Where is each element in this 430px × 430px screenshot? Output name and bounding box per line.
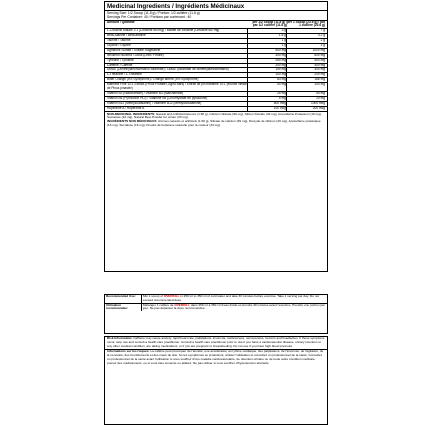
risk-text: Caffeine may cause anxiety, rapid heart rate, palpitations, insomnia, restlessness, nervousness, tremors and headaches. If these symptoms occur, stop use and consult a health care practitioner. Consult a health care practitioner prior to use if you have a cardiovascular disease, urinary retention or any other medical condition, are taking medications, or if you are pregnant or breastfeeding. Do not use if you have high blood pressure. [107,336,325,348]
ingredient-name: Bitter Orange (5% Synephrine) / Orange amère (5% Synéphrine) [107,78,199,82]
amount-full-scoop: 1000 mcg [286,102,325,106]
serving-size: Serving Size: 1/2 Scoop (11.8 g) / Portion: 1/2 cuillère (11.8 g) [107,11,200,15]
ingredient-name: Vitamin B3 (Niacinamide) / Vitamine B3 (Niacinamide) [107,91,184,95]
nonmed-fr-text: Arômes naturels et artificiels (1.68 g), Silicate de calcium (99 mg), Dioxyde de silicium (49 mg), Acésulfame potassique (16 mg), Sucralose (16 mg), Poudre de betterave naturelle pour la couleur (33 mg). [107,119,321,127]
servings-per-container: Servings Per Container: 40 / Portions par contenant : 40 [107,15,192,20]
utilisation-text: Mélanger 1 cuillère de OVERKILL dans 250 ml à 350 ml d'eau froide et prendre 30 minutes avant l'exercice. Prendre une portion par jour. Ne pas dépasser la dose recommandée. [143,302,325,311]
ingredient-name: DMAE (Dimethylaminoethanol Bitartrate) / DMAE (Bitartrate de diméthylaminoéthanol) [107,68,229,72]
amount-half-scoop: 1.6 g [247,34,286,38]
ingredient-name: Huperzine A / Huperzine A [107,106,145,110]
amount-full-scoop: 100 mg [286,83,325,91]
amount-full-scoop: 1000 mg [286,49,325,53]
ingredient-row [105,83,327,92]
amount-half-scoop: 1 g [247,39,286,43]
ingredient-rows [105,29,327,111]
risk-en [105,337,327,350]
ingredient-name: Caffeine / Caféine [107,63,133,67]
info-risk-text: La caféine peut provoquer de l'anxiété, une accélération du rythme cardiaque, des palpitations, de l'insomnie, de l'agitation, de la nervosité, des tremblements et des maux de tête. Si ces symptômes se produisent, arrêtez l'utilisation et consultez un professionnel de la santé. Consultez un professionnel de la santé avant l'utilisation si vous souffrez d'une maladie cardiovasculaire, de rétention urinaire ou de toute autre condition médicale, prenez des médicaments, ou si vous êtes enceinte ou allaitez. Ne pas utiliser si vous souffrez d'hypertension artérielle. [107,349,324,365]
ingredient-name: Tyrosine / Tyrosine [107,58,134,62]
amount-half-scoop: 500 mcg [247,102,286,106]
ingredient-name: L-Theanine / L-Théanine [107,73,142,77]
ingredient-name: Glycine / Glycine [107,43,131,47]
ingredient-name: Maritime Pine 10:1 Extract (Pinus Pinaster, Aged Bark) / Extrait de pin maritime 10:1 (écorce vieillie de Pinus pinaster) [107,83,247,91]
risk-label: Risk Information: [107,336,133,340]
amount-full-scoop: 50 mg [286,92,325,96]
ingredient-name: L-Citrulline Malate 2:1 (Citrulline 667mg) / Malate de citrulline (Citrulline 667mg) [107,29,220,33]
ingredient-name: Vitamin B12 (Methylcobalamin) / Vitamine B12 (Méthylcobalamine) [107,101,202,105]
amount-half-scoop: 50 mg [247,83,286,91]
amount-half-scoop: 5 mg [247,97,286,101]
ingredient-name: Vitamin B6 (Pyridoxine HCl) / Vitamine B6 (Chlorhydrate de pyridoxine) [107,96,208,100]
amount-full-scoop: 2 g [286,44,325,48]
ingredient-name: Beta-Alanine / Bêta-alanine [107,34,146,38]
amount-half-scoop: 250 mg [247,59,286,63]
amount-half-scoop: 500 mg [247,49,286,53]
amount-full-scoop: 200 mg [286,73,325,77]
col-amount: Amount / Quantité [107,19,135,24]
amount-half-scoop: 3 g [247,29,286,33]
col-half-scoop: per 1/2 Scoop (11.8 g) / par 1/2 cuillère (11.8 g) [252,19,287,28]
info-risk-label: Informations sur les risques: [107,349,150,354]
brand-name-fr: OVERKILL [174,302,190,307]
nonmed-fr-label: INGRÉDIENTS NON MÉDICINAUX: [107,119,158,124]
utilisation-label: Utilisation recommandée: [105,304,142,312]
amount-full-scoop: 10 mg [286,97,325,101]
recommended-use-panel [104,294,328,334]
amount-half-scoop: 100 mg [247,73,286,77]
nonmed-en-text: Natural and Artificial Flavours (1.68 g), Calcium Silicate (99 mg), Silicon Dioxide (49 mg), Acesulfame Potassium (16 mg), Sucralose (16 mg), Natural Beet Powder for colour (33 mg). [107,111,322,120]
amount-full-scoop: 400 mg [286,64,325,68]
panel-title: Medicinal Ingredients / Ingrédients Médicinaux [105,2,327,11]
amount-half-scoop: 100 mcg [247,107,286,111]
amount-full-scoop: 200 mcg [286,107,325,111]
recommended-use-label: Recommended Use: [105,295,142,303]
ingredient-name: Taurine / Taurine [107,39,131,42]
amount-full-scoop: 7 g [286,29,325,33]
amount-half-scoop: 300 mg [247,54,286,58]
recommended-use-text: Mix 1 scoop of OVERKILL in 250 ml to 350 ml of cold water and take 30 minutes before exercise. Take 1 serving per day. Do not exceed recommended dose. [143,294,320,302]
non-medicinal-ingredients [105,112,327,128]
amount-full-scoop: 166 mg [286,78,325,82]
utilisation-section [105,304,327,312]
ingredient-name: Agmatine Sulfate / Sulfate d'agmatine [107,48,161,52]
amount-half-scoop: 25 mg [247,92,286,96]
amount-half-scoop: 150 mg [247,68,286,72]
medicinal-ingredients-panel [104,1,328,272]
amount-full-scoop: 500 mg [286,59,325,63]
column-header [105,21,327,30]
amount-full-scoop: 300 mg [286,68,325,72]
amount-half-scoop: 83 mg [247,78,286,82]
amount-full-scoop: 2 g [286,39,325,43]
ingredient-name: Nelumbo nucifera / Lotus (Leaf / Feuille) [107,53,164,57]
col-full-scoop: per 1 Scoop (23.6 g) / par 1 cuillère (23.6 g) [287,19,325,28]
nonmed-en-label: NON-MEDICINAL INGREDIENTS: [107,111,156,116]
amount-half-scoop: 200 mg [247,64,286,68]
amount-half-scoop: 1 g [247,44,286,48]
amount-full-scoop: 600 mg [286,54,325,58]
risk-fr [105,350,327,365]
brand-name: OVERKILL [163,294,180,298]
risk-information-panel [104,336,328,425]
amount-full-scoop: 3.2 g [286,34,325,38]
